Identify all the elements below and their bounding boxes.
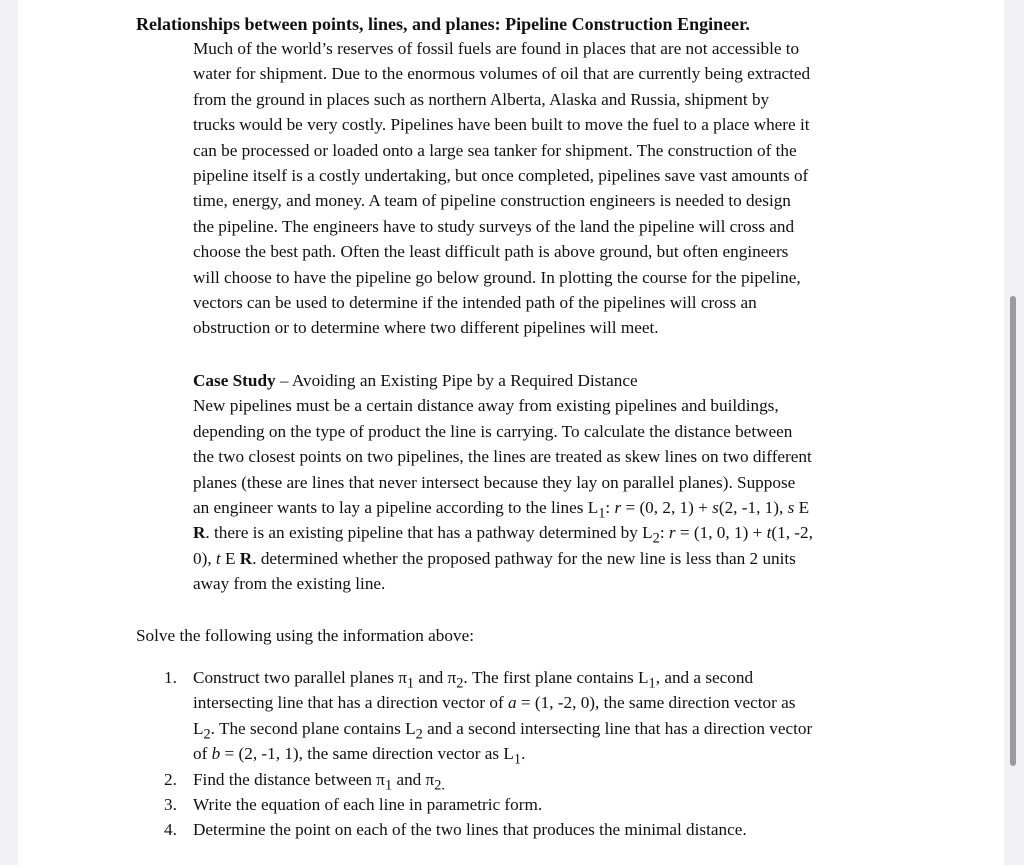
question-line: [193, 741, 812, 766]
question-body: [193, 817, 747, 842]
case-study-heading: [193, 368, 893, 393]
question-body: [193, 767, 445, 792]
variable: r: [614, 497, 622, 517]
variable: b: [211, 744, 221, 764]
text-fragment: (1, -2,: [771, 523, 813, 543]
text-fragment: and π: [414, 668, 457, 687]
case-study-heading-rest: – Avoiding an Existing Pipe by a Required Distance: [275, 371, 638, 390]
question-body: [193, 665, 812, 767]
text-fragment: :: [659, 523, 669, 543]
intro-line: obstruction or to determine where two different pipelines will meet.: [193, 318, 659, 338]
intro-line: trucks would be very costly. Pipelines have been built to move the fuel to a place where it: [193, 115, 810, 135]
text-fragment: .: [521, 744, 526, 764]
case-line: planes (these are lines that never intersect because they lay on parallel planes). Suppose: [193, 472, 796, 492]
subscript: 2: [652, 530, 660, 547]
text-fragment: E: [220, 548, 240, 568]
subscript: 1: [384, 777, 393, 794]
question-number: 4.: [164, 820, 177, 839]
case-study-heading-bold: Case Study: [193, 371, 276, 390]
question-line: [193, 690, 812, 715]
case-study-section: [193, 368, 893, 597]
text-fragment: intersecting line that has a direction vector of: [193, 693, 508, 713]
solve-heading: Solve the following using the information above:: [136, 626, 474, 645]
text-fragment: and a second intersecting line that has a direction vector: [422, 718, 813, 738]
intro-line: choose the best path. Often the least difficult path is above ground, but often engineers: [193, 242, 789, 262]
intro-line: water for shipment. Due to the enormous volumes of oil that are currently being extracted: [193, 64, 811, 84]
intro-line: pipeline itself is a costly undertaking, but once completed, pipelines save vast amounts of: [193, 165, 809, 185]
variable: t: [766, 523, 772, 543]
subscript: 2.: [434, 777, 445, 794]
subscript: 1: [406, 675, 415, 692]
vertical-scrollbar[interactable]: [1010, 296, 1016, 766]
variable: s: [787, 497, 795, 517]
text-fragment: = (2, -1, 1), the same direction vector as L: [220, 744, 514, 764]
subscript: 2: [415, 726, 423, 743]
text-fragment: = (1, -2, 0), the same direction vector as: [516, 693, 796, 713]
text-fragment: Construct two parallel planes π: [193, 668, 407, 687]
text-fragment: and π: [392, 770, 435, 789]
variable: a: [508, 693, 517, 713]
intro-line: Much of the world’s reserves of fossil fuels are found in places that are not accessible to: [193, 39, 800, 58]
text-fragment: 0),: [193, 548, 216, 568]
question-line: [193, 767, 445, 792]
subscript: 1: [513, 751, 522, 768]
text-fragment: :: [605, 497, 615, 517]
document-title: Relationships between points, lines, and planes: Pipeline Construction Engineer.: [136, 14, 750, 34]
text-fragment: an engineer wants to lay a pipeline according to the lines L: [193, 497, 599, 517]
variable: t: [215, 548, 221, 568]
question-line: Determine the point on each of the two lines that produces the minimal distance.: [193, 820, 747, 839]
intro-line: vectors can be used to determine if the intended path of the pipelines will cross an: [193, 292, 757, 312]
text-fragment: . The first plane contains L: [463, 668, 649, 687]
text-fragment: = (0, 2, 1) +: [621, 497, 713, 517]
subscript: 2: [456, 675, 464, 692]
intro-line: from the ground in places such as northern Alberta, Alaska and Russia, shipment by: [193, 89, 770, 109]
question-number: 1.: [164, 668, 177, 687]
variable: s: [712, 497, 719, 517]
intro-line: time, energy, and money. A team of pipeline construction engineers is needed to design: [193, 191, 791, 211]
subscript: 1: [598, 505, 606, 522]
subscript: 1: [648, 675, 656, 692]
text-fragment: . determined whether the proposed pathway for the new line is less than 2 units: [252, 548, 796, 568]
case-line: depending on the type of product the line is carrying. To calculate the distance between: [193, 421, 793, 441]
case-line-l1-equation: [193, 495, 893, 520]
intro-paragraph: [193, 36, 893, 341]
intro-line: the pipeline. The engineers have to study surveys of the land the pipeline will cross and: [193, 216, 795, 236]
bold-symbol: R: [239, 548, 253, 568]
case-line: the two closest points on two pipelines, the lines are treated as skew lines on two different: [193, 447, 812, 467]
variable: r: [668, 523, 676, 543]
question-line: [193, 665, 812, 690]
text-fragment: Find the distance between π: [193, 770, 385, 789]
question-line: Write the equation of each line in parametric form.: [193, 795, 543, 814]
text-fragment: (2, -1, 1),: [718, 497, 788, 517]
intro-line: can be processed or loaded onto a large sea tanker for shipment. The construction of the: [193, 140, 797, 160]
case-line-l2-equation: [193, 520, 893, 545]
text-fragment: L: [193, 718, 204, 738]
text-fragment: of: [193, 744, 212, 764]
bold-symbol: R: [193, 523, 206, 543]
text-fragment: E: [794, 497, 810, 517]
text-fragment: . The second plane contains L: [210, 718, 416, 738]
question-number: 3.: [164, 795, 177, 814]
subscript: 2: [203, 726, 211, 743]
text-fragment: . there is an existing pipeline that has a pathway determined by L: [205, 523, 653, 543]
text-fragment: = (1, 0, 1) +: [675, 523, 767, 543]
case-line: New pipelines must be a certain distance away from existing pipelines and buildings,: [193, 396, 779, 416]
text-fragment: , and a second: [655, 668, 754, 687]
question-body: [193, 792, 542, 817]
intro-line: will choose to have the pipeline go below ground. In plotting the course for the pipeline,: [193, 267, 801, 287]
question-number: 2.: [164, 770, 177, 789]
case-line-question: [193, 546, 893, 571]
case-line: away from the existing line.: [193, 574, 386, 594]
question-line: [193, 716, 812, 741]
